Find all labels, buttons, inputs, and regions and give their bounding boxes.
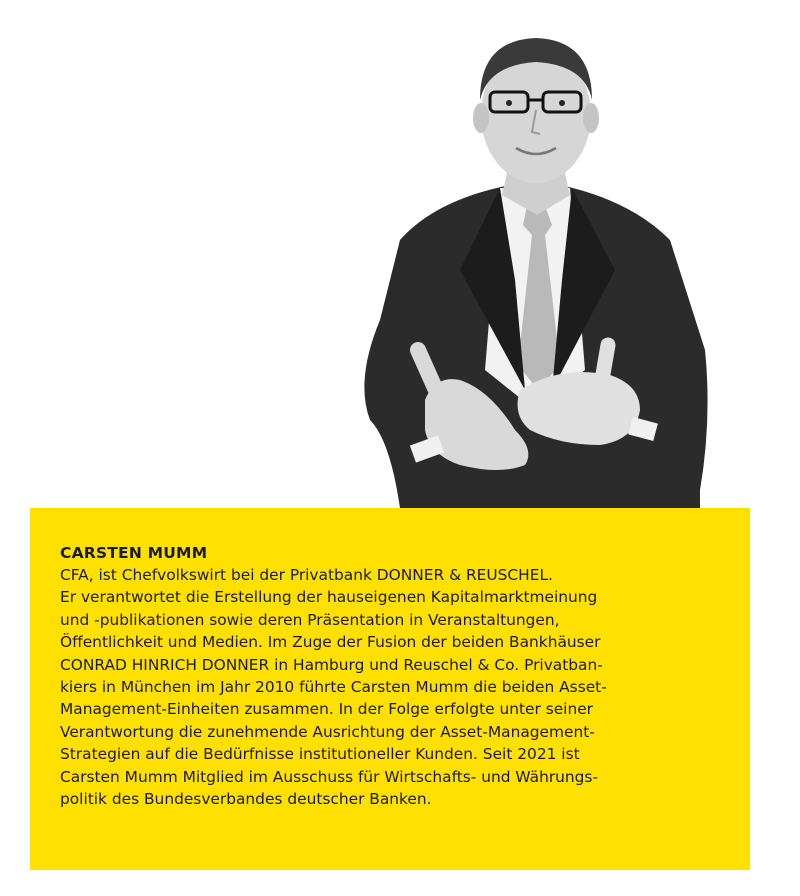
bio-line: politik des Bundesverbandes deutscher Banken. — [60, 790, 432, 809]
bio-line: Verantwortung die zunehmende Ausrichtung der Asset-Management- — [60, 722, 595, 741]
portrait-illustration — [340, 20, 730, 508]
bio-line: Strategien auf die Bedürfnisse institutioneller Kunden. Seit 2021 ist — [60, 745, 580, 764]
bio-line: Öffentlichkeit und Medien. Im Zuge der Fusion der beiden Bankhäuser — [60, 633, 601, 652]
bio-line: CFA, ist Chefvolkswirt bei der Privatbank DONNER & REUSCHEL. — [60, 566, 553, 584]
bio-line: Er verantwortet die Erstellung der hauseigenen Kapitalmarktmeinung — [60, 588, 598, 607]
bio-text — [60, 564, 726, 810]
bio-line: Management-Einheiten zusammen. In der Folge erfolgte unter seiner — [60, 700, 594, 719]
bio-name: CARSTEN MUMM — [60, 544, 208, 562]
bio-line: CONRAD HINRICH DONNER in Hamburg und Reuschel & Co. Privatban- — [60, 655, 603, 674]
bio-line: kiers in München im Jahr 2010 führte Carsten Mumm die beiden Asset- — [60, 678, 607, 697]
bio-line: Carsten Mumm Mitglied im Ausschuss für Wirtschafts- und Währungs- — [60, 767, 598, 786]
portrait-photo — [340, 20, 730, 508]
bio-line: und -publikationen sowie deren Präsentation in Veranstaltungen, — [60, 610, 560, 629]
bio-box — [30, 508, 750, 870]
